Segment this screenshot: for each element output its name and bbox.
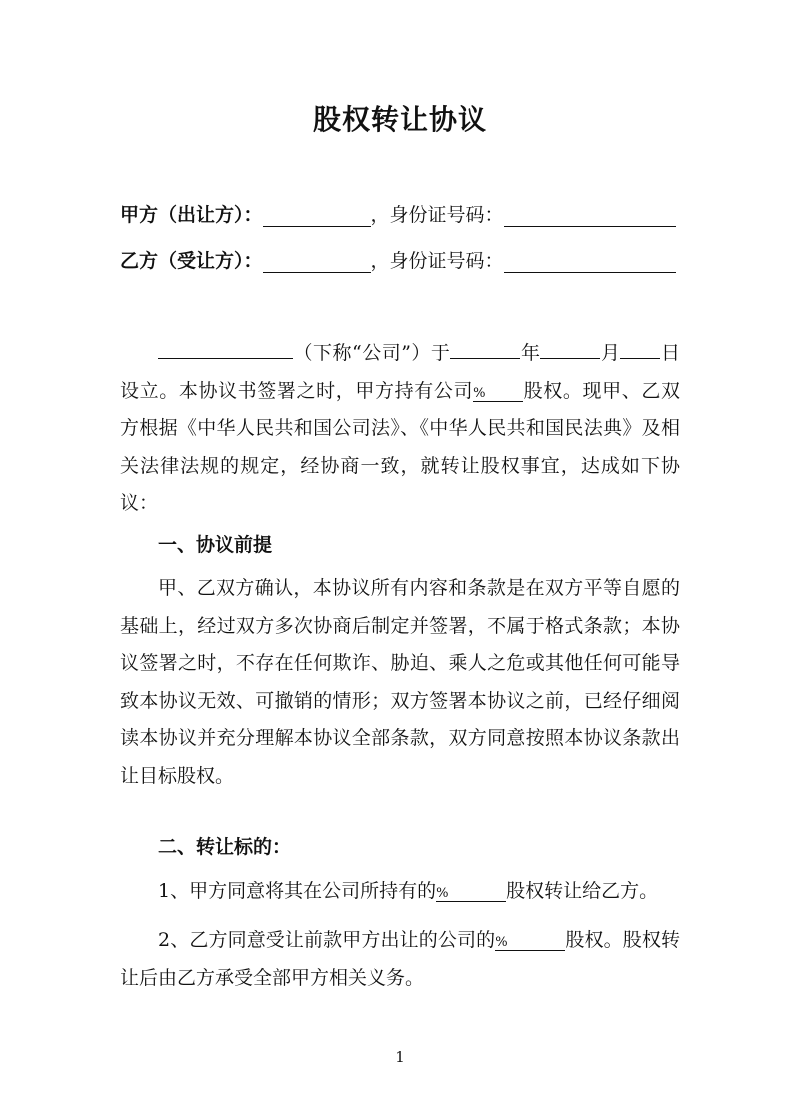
party-b-label: 乙方（受让方）： bbox=[120, 250, 263, 272]
section-2-heading: 二、转让标的： bbox=[158, 836, 292, 858]
document-title: 股权转让协议 bbox=[312, 103, 487, 136]
item-2-percent-blank[interactable]: % bbox=[495, 936, 565, 951]
year-blank[interactable] bbox=[450, 338, 520, 359]
party-a-id-blank[interactable] bbox=[504, 206, 676, 227]
section-2-item-2 bbox=[120, 922, 680, 997]
month-label: 月 bbox=[600, 342, 621, 364]
party-a-label: 甲方（出让方）： bbox=[120, 204, 263, 226]
party-b-id-blank[interactable] bbox=[504, 252, 676, 273]
item-2-text-b: 股权。股权转让后由乙方承受全部甲方相关义务。 bbox=[120, 929, 680, 989]
page-number: 1 bbox=[395, 1048, 405, 1066]
intro-text-3: 股权。现甲、乙双方根据《中华人民共和国公司法》、《中华人民共和国民法典》及相关法律法规的规定，经协商一致，就转让股权事宜，达成如下协议： bbox=[120, 379, 680, 514]
item-1-text-a: 1、甲方同意将其在公司所持有的 bbox=[158, 880, 437, 902]
item-2-text-a: 2、乙方同意受让前款甲方出让的公司的 bbox=[158, 929, 496, 951]
party-a-id-label: ，身份证号码： bbox=[370, 204, 504, 226]
day-label: 日 bbox=[660, 342, 680, 364]
intro-text-1: （下称“公司”）于 bbox=[293, 342, 451, 364]
month-blank[interactable] bbox=[540, 338, 600, 359]
party-b-name-blank[interactable] bbox=[263, 252, 371, 273]
section-2-item-1 bbox=[120, 873, 680, 911]
party-a-line bbox=[120, 200, 676, 227]
item-1-text-b: 股权转让给乙方。 bbox=[506, 880, 659, 902]
year-label: 年 bbox=[520, 342, 541, 364]
intro-paragraph bbox=[120, 335, 680, 523]
intro-text-2: 设立。本协议书签署之时，甲方持有公司 bbox=[120, 379, 474, 402]
company-name-blank[interactable] bbox=[158, 338, 293, 359]
section-1-heading: 一、协议前提 bbox=[158, 534, 273, 556]
day-blank[interactable] bbox=[620, 338, 660, 359]
party-a-name-blank[interactable] bbox=[263, 206, 371, 227]
percent-blank[interactable]: % bbox=[473, 387, 523, 402]
item-1-percent-blank[interactable]: % bbox=[436, 887, 506, 902]
party-b-id-label: ，身份证号码： bbox=[370, 250, 504, 272]
party-b-line bbox=[120, 246, 676, 273]
section-1-body: 甲、乙双方确认，本协议所有内容和条款是在双方平等自愿的基础上，经过双方多次协商后制定并签署，不属于格式条款；本协议签署之时，不存在任何欺诈、胁迫、乘人之危或其他任何可能导致本协议无效、可撤销的情形；双方签署本协议之前，已经仔细阅读本协议并充分理解本协议全部条款，双方同意按照本协议条款出让目标股权。 bbox=[120, 577, 680, 787]
